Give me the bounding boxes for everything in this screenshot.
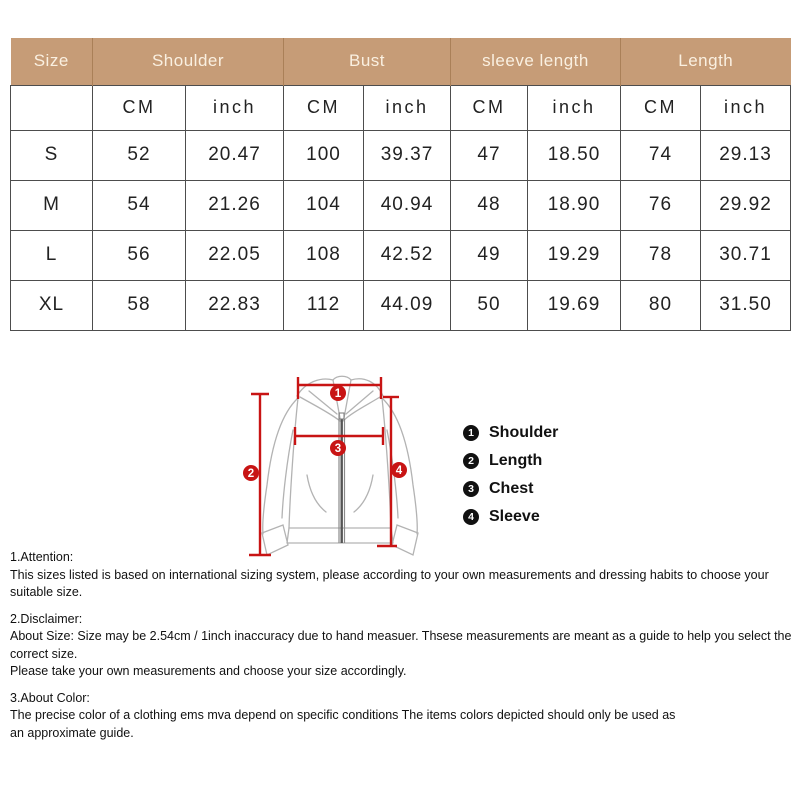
size-label: M [11, 180, 93, 230]
note-line: This sizes listed is based on international sizing system, please according to your own measurements and dressing habits to choose your suitable size. [10, 567, 769, 599]
note-about-color [10, 690, 792, 743]
table-cell: 58 [93, 280, 186, 330]
table-cell: 49 [451, 230, 528, 280]
table-cell: 108 [284, 230, 364, 280]
unit-cell: inch [364, 85, 451, 130]
table-row-l [11, 230, 791, 280]
measurement-legend [463, 424, 558, 526]
svg-text:3: 3 [334, 443, 342, 455]
note-attention [10, 549, 792, 602]
numbered-circle-icon: 1 [463, 425, 479, 441]
table-cell: 112 [284, 280, 364, 330]
legend-label: Sleeve [489, 508, 540, 525]
note-line: Please take your own measurements and choose your size accordingly. [10, 664, 407, 678]
table-cell: 56 [93, 230, 186, 280]
table-cell: 29.13 [701, 130, 791, 180]
legend-label: Shoulder [489, 424, 559, 441]
unit-cell: inch [701, 85, 791, 130]
table-row-xl [11, 280, 791, 330]
table-cell: 44.09 [364, 280, 451, 330]
note-heading: 3.About Color: [10, 690, 90, 705]
table-cell: 22.83 [186, 280, 284, 330]
table-cell: 104 [284, 180, 364, 230]
table-cell: 78 [621, 230, 701, 280]
note-line: an approximate guide. [10, 725, 134, 740]
legend-label: Chest [489, 480, 534, 497]
table-cell: 19.29 [528, 230, 621, 280]
table-cell: 20.47 [186, 130, 284, 180]
size-label: S [11, 130, 93, 180]
svg-text:2: 2 [247, 468, 255, 480]
svg-text:4: 4 [395, 465, 403, 477]
note-line: About Size: Size may be 2.54cm / 1inch inaccuracy due to hand measuer. Thsese measurements are meant as a guide to help you select the correct size. [10, 629, 792, 661]
table-cell: 100 [284, 130, 364, 180]
note-disclaimer [10, 611, 792, 681]
column-header-shoulder: Shoulder [93, 38, 284, 85]
column-header-length: Length [621, 38, 791, 85]
table-cell: 31.50 [701, 280, 791, 330]
table-cell: 29.92 [701, 180, 791, 230]
size-label: XL [11, 280, 93, 330]
unit-cell: CM [93, 85, 186, 130]
table-cell: 80 [621, 280, 701, 330]
table-cell: 18.90 [528, 180, 621, 230]
unit-cell: inch [186, 85, 284, 130]
notes-section [10, 549, 792, 751]
table-header-row [11, 38, 791, 85]
numbered-circle-icon: 4 [463, 509, 479, 525]
table-unit-row [11, 85, 791, 130]
table-cell: 52 [93, 130, 186, 180]
legend-item-length [463, 452, 558, 470]
table-cell: 47 [451, 130, 528, 180]
unit-cell-empty [11, 85, 93, 130]
table-cell: 21.26 [186, 180, 284, 230]
table-cell: 22.05 [186, 230, 284, 280]
table-cell: 54 [93, 180, 186, 230]
note-heading: 2.Disclaimer: [10, 611, 83, 626]
column-header-size: Size [11, 38, 93, 85]
numbered-circle-icon: 2 [463, 453, 479, 469]
unit-cell: inch [528, 85, 621, 130]
table-cell: 74 [621, 130, 701, 180]
unit-cell: CM [451, 85, 528, 130]
table-cell: 42.52 [364, 230, 451, 280]
table-row-m [11, 180, 791, 230]
legend-item-sleeve [463, 508, 558, 526]
size-label: L [11, 230, 93, 280]
svg-text:1: 1 [334, 388, 342, 400]
table-cell: 39.37 [364, 130, 451, 180]
unit-cell: CM [284, 85, 364, 130]
unit-cell: CM [621, 85, 701, 130]
size-chart-table [10, 38, 791, 331]
table-cell: 40.94 [364, 180, 451, 230]
table-cell: 76 [621, 180, 701, 230]
note-heading: 1.Attention: [10, 550, 74, 564]
table-cell: 30.71 [701, 230, 791, 280]
legend-item-shoulder [463, 424, 558, 442]
table-cell: 19.69 [528, 280, 621, 330]
table-cell: 18.50 [528, 130, 621, 180]
zipper [339, 413, 345, 543]
numbered-circle-icon: 3 [463, 481, 479, 497]
table-row-s [11, 130, 791, 180]
column-header-bust: Bust [284, 38, 451, 85]
legend-item-chest [463, 480, 558, 498]
table-cell: 50 [451, 280, 528, 330]
column-header-sleeve-length: sleeve length [451, 38, 621, 85]
table-cell: 48 [451, 180, 528, 230]
jacket-measurement-diagram [230, 365, 430, 565]
note-line: The precise color of a clothing ems mva depend on specific conditions The items colors depicted should only be used as [10, 708, 676, 722]
legend-label: Length [489, 452, 543, 469]
